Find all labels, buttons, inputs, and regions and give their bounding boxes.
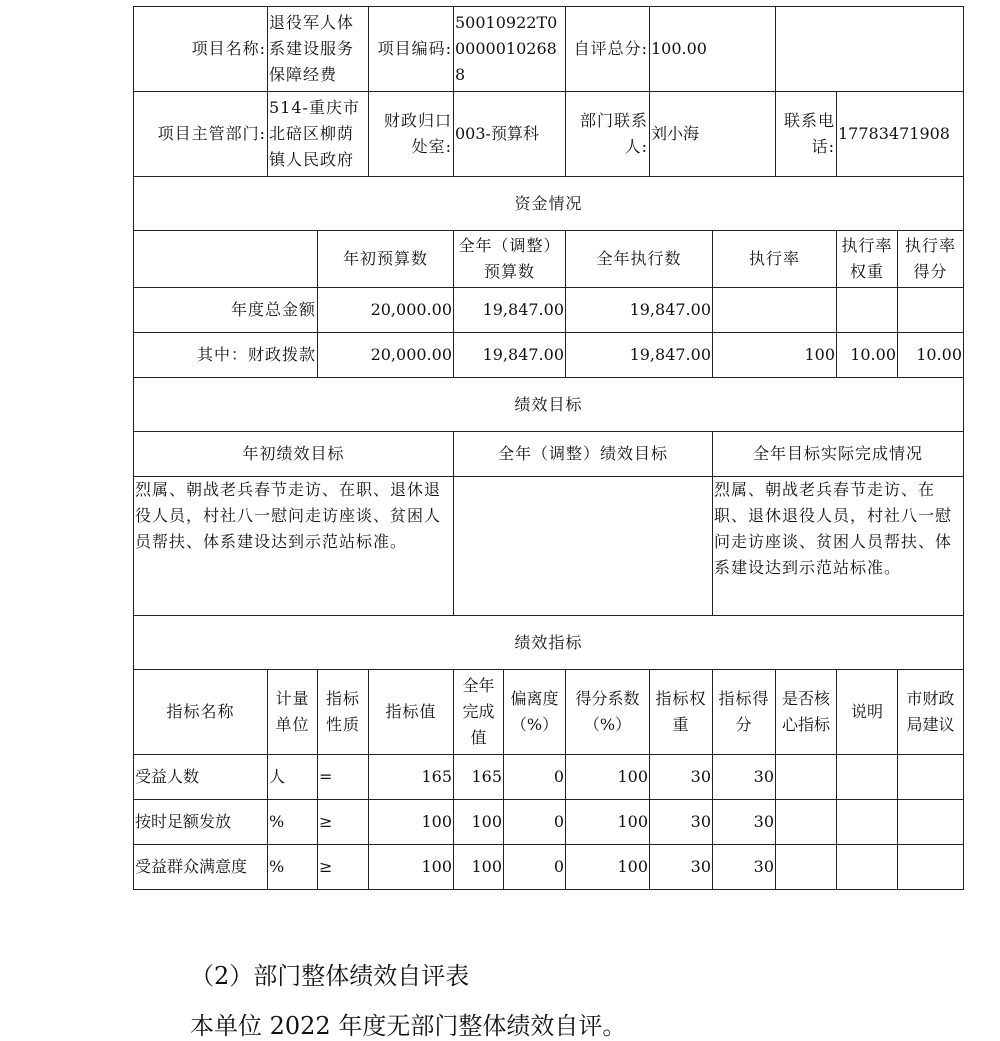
table-row	[134, 800, 964, 845]
funds-cell	[898, 288, 964, 333]
indicator-unit: %	[268, 845, 318, 890]
finance-office-value: 003-预算科	[454, 92, 566, 177]
project-info-row-1	[134, 7, 964, 92]
indicator-note	[837, 845, 898, 890]
indicator-nature: ≥	[318, 800, 369, 845]
funds-row-label: 年度总金额	[134, 288, 318, 333]
project-code-label: 项目编码:	[369, 7, 454, 92]
contact-label: 部门联系人:	[566, 92, 650, 177]
indicator-actual: 100	[454, 845, 504, 890]
funds-row	[134, 288, 964, 333]
dept-value: 514-重庆市北碚区柳荫镇人民政府	[268, 92, 369, 177]
indicator-header: 指标得分	[713, 670, 776, 755]
indicator-core	[776, 755, 837, 800]
indicator-advice	[898, 800, 964, 845]
table-row	[134, 845, 964, 890]
indicator-unit: 人	[268, 755, 318, 800]
goals-header: 全年目标实际完成情况	[713, 432, 964, 477]
indicator-target: 100	[369, 800, 454, 845]
funds-cell	[837, 288, 898, 333]
indicator-score: 30	[713, 800, 776, 845]
phone-label: 联系电话:	[776, 92, 837, 177]
indicator-note	[837, 800, 898, 845]
funds-header: 执行率得分	[898, 231, 964, 288]
funds-cell: 19,847.00	[454, 288, 566, 333]
goals-header-row	[134, 432, 964, 477]
project-evaluation-table	[133, 6, 964, 890]
indicator-header: 是否核心指标	[776, 670, 837, 755]
indicator-unit: %	[268, 800, 318, 845]
self-score-value: 100.00	[650, 7, 776, 92]
section-heading: （2）部门整体绩效自评表	[190, 962, 470, 990]
phone-value: 17783471908	[837, 92, 964, 177]
funds-cell: 100	[713, 333, 837, 378]
indicator-nature: ≥	[318, 845, 369, 890]
indicator-weight: 30	[650, 845, 713, 890]
indicator-target: 100	[369, 845, 454, 890]
indicator-advice	[898, 755, 964, 800]
funds-cell: 10.00	[837, 333, 898, 378]
indicator-header: 市财政局建议	[898, 670, 964, 755]
indicator-name: 按时足额发放	[134, 800, 268, 845]
project-info-row-2	[134, 92, 964, 177]
indicator-name: 受益人数	[134, 755, 268, 800]
indicator-nature: =	[318, 755, 369, 800]
indicator-coefficient: 100	[566, 845, 650, 890]
indicator-advice	[898, 845, 964, 890]
actual-completion-text: 烈属、朝战老兵春节走访、在职、退休退役人员，村社八一慰问走访座谈、贫困人员帮扶、体系建设达到示范站标准。	[713, 477, 964, 616]
indicator-name: 受益群众满意度	[134, 845, 268, 890]
funds-cell	[713, 288, 837, 333]
indicator-core	[776, 845, 837, 890]
initial-goal-text: 烈属、朝战老兵春节走访、在职、退休退役人员，村社八一慰问走访座谈、贫困人员帮扶、体系建设达到示范站标准。	[134, 477, 454, 616]
funds-header: 全年（调整）预算数	[454, 231, 566, 288]
indicator-coefficient: 100	[566, 800, 650, 845]
funds-cell: 19,847.00	[454, 333, 566, 378]
indicator-header: 说明	[837, 670, 898, 755]
funds-row-label: 其中：财政拨款	[134, 333, 318, 378]
goals-section-title: 绩效目标	[134, 378, 964, 432]
indicator-header: 得分系数（%）	[566, 670, 650, 755]
project-name-value: 退役军人体系建设服务保障经费	[268, 7, 369, 92]
indicator-deviation: 0	[504, 755, 566, 800]
indicator-header: 指标值	[369, 670, 454, 755]
indicator-coefficient: 100	[566, 755, 650, 800]
funds-header: 全年执行数	[566, 231, 713, 288]
indicator-weight: 30	[650, 800, 713, 845]
goals-header: 全年（调整）绩效目标	[454, 432, 713, 477]
indicator-header: 指标名称	[134, 670, 268, 755]
indicator-header: 指标权重	[650, 670, 713, 755]
indicator-deviation: 0	[504, 800, 566, 845]
section-note: 本单位 2022 年度无部门整体绩效自评。	[190, 1012, 627, 1040]
indicator-core	[776, 800, 837, 845]
table-row	[134, 755, 964, 800]
funds-header: 年初预算数	[318, 231, 454, 288]
funds-cell: 20,000.00	[318, 333, 454, 378]
indicator-header: 指标性质	[318, 670, 369, 755]
indicator-target: 165	[369, 755, 454, 800]
indicator-score: 30	[713, 755, 776, 800]
indicator-note	[837, 755, 898, 800]
funds-section-title: 资金情况	[134, 177, 964, 231]
empty-cell	[776, 7, 964, 92]
funds-cell: 19,847.00	[566, 288, 713, 333]
finance-office-label: 财政归口处室:	[369, 92, 454, 177]
indicator-actual: 100	[454, 800, 504, 845]
indicator-header: 全年完成值	[454, 670, 504, 755]
empty-cell	[134, 231, 318, 288]
funds-header-row	[134, 231, 964, 288]
goals-content-row	[134, 477, 964, 616]
indicator-deviation: 0	[504, 845, 566, 890]
contact-value: 刘小海	[650, 92, 776, 177]
indicator-weight: 30	[650, 755, 713, 800]
indicator-header: 偏离度（%）	[504, 670, 566, 755]
funds-header: 执行率权重	[837, 231, 898, 288]
indicator-header: 计量单位	[268, 670, 318, 755]
goals-header: 年初绩效目标	[134, 432, 454, 477]
funds-row	[134, 333, 964, 378]
funds-cell: 20,000.00	[318, 288, 454, 333]
project-name-label: 项目名称:	[134, 7, 268, 92]
indicator-actual: 165	[454, 755, 504, 800]
indicators-header-row	[134, 670, 964, 755]
adjusted-goal-text	[454, 477, 713, 616]
indicators-section-title: 绩效指标	[134, 616, 964, 670]
funds-cell: 19,847.00	[566, 333, 713, 378]
dept-label: 项目主管部门:	[134, 92, 268, 177]
funds-header: 执行率	[713, 231, 837, 288]
self-score-label: 自评总分:	[566, 7, 650, 92]
funds-cell: 10.00	[898, 333, 964, 378]
project-code-value: 50010922T000000102688	[454, 7, 566, 92]
indicator-score: 30	[713, 845, 776, 890]
